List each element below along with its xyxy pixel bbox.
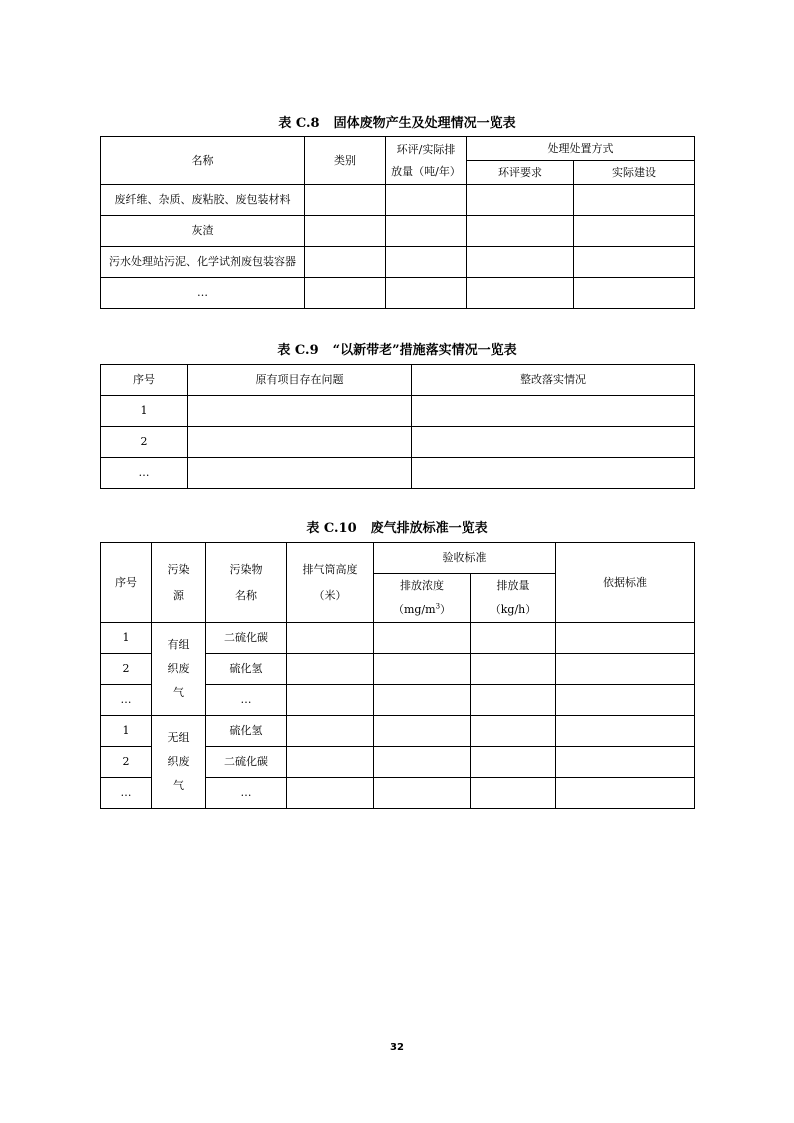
header-pollutant [206, 543, 287, 623]
header-source [152, 543, 206, 623]
table-row [101, 427, 695, 458]
header-height-line1: 排气筒高度 [302, 562, 358, 576]
header-rate-line1: 排放量 [496, 579, 530, 592]
table-c9-caption-title: “以新带老”措施落实情况一览表 [332, 343, 517, 358]
row-seq: … [101, 778, 152, 809]
row-name: 污水处理站污泥、化学试剂废包装容器 [101, 247, 305, 278]
header-conc-line1: 排放浓度 [400, 579, 444, 592]
header-amount-line2: 放量（吨/年） [391, 164, 461, 178]
row-pollutant: 二硫化碳 [206, 747, 287, 778]
header-amount [386, 137, 467, 185]
page-number: 32 [390, 1042, 404, 1053]
table-c9-caption [0, 342, 794, 360]
group-source: 有组 织废 气 [152, 623, 206, 716]
header-disposal: 处理处置方式 [467, 137, 695, 161]
header-rate [471, 574, 556, 623]
table-c9 [100, 364, 695, 489]
row-seq: … [101, 458, 188, 489]
group-source: 无组 织废 气 [152, 716, 206, 809]
table-c10 [100, 542, 695, 809]
table-c8 [100, 136, 695, 309]
header-concentration [374, 574, 471, 623]
header-eia-requirement: 环评要求 [467, 161, 574, 185]
row-pollutant: 二硫化碳 [206, 623, 287, 654]
row-name: 废纤维、杂质、废粘胶、废包装材料 [101, 185, 305, 216]
header-stack-height [287, 543, 374, 623]
table-c8-caption-title: 固体废物产生及处理情况一览表 [333, 116, 516, 131]
row-seq: 1 [101, 623, 152, 654]
table-c10-caption-title: 废气排放标准一览表 [370, 521, 488, 536]
row-seq: 2 [101, 654, 152, 685]
row-name: 灰渣 [101, 216, 305, 247]
header-category: 类别 [305, 137, 386, 185]
header-acceptance-standard: 验收标准 [374, 543, 556, 574]
header-actual-construction: 实际建设 [574, 161, 695, 185]
row-name: … [101, 278, 305, 309]
table-row [101, 458, 695, 489]
row-seq: 2 [101, 427, 188, 458]
header-source-line1: 污染 [167, 562, 190, 576]
row-pollutant: 硫化氢 [206, 716, 287, 747]
header-conc-unit: $(mg/m^3)$ [392, 602, 452, 616]
header-basis: 依据标准 [556, 543, 695, 623]
row-seq: … [101, 685, 152, 716]
table-c9-caption-no: 表 C.9 [277, 343, 319, 358]
row-seq: 2 [101, 747, 152, 778]
header-height-line2: （米） [313, 588, 347, 602]
table-c10-caption [0, 520, 794, 538]
table-c10-caption-no: 表 C.10 [306, 521, 357, 536]
row-seq: 1 [101, 396, 188, 427]
header-rate-line2: （kg/h） [489, 603, 537, 616]
table-row [101, 716, 695, 747]
header-seq: 序号 [101, 365, 188, 396]
row-pollutant: … [206, 685, 287, 716]
table-row [101, 247, 695, 278]
row-pollutant: 硫化氢 [206, 654, 287, 685]
header-name: 名称 [101, 137, 305, 185]
row-pollutant: … [206, 778, 287, 809]
header-amount-line1: 环评/实际排 [396, 142, 456, 156]
table-c8-caption [0, 115, 794, 133]
header-pollutant-line2: 名称 [235, 588, 257, 602]
row-seq: 1 [101, 716, 152, 747]
header-rectify: 整改落实情况 [412, 365, 695, 396]
header-seq: 序号 [101, 543, 152, 623]
table-row [101, 185, 695, 216]
table-row [101, 623, 695, 654]
table-row [101, 278, 695, 309]
table-row [101, 216, 695, 247]
header-pollutant-line1: 污染物 [229, 562, 263, 576]
header-problem: 原有项目存在问题 [188, 365, 412, 396]
table-row [101, 396, 695, 427]
header-source-line2: 源 [173, 588, 184, 602]
table-c8-caption-no: 表 C.8 [278, 116, 320, 131]
